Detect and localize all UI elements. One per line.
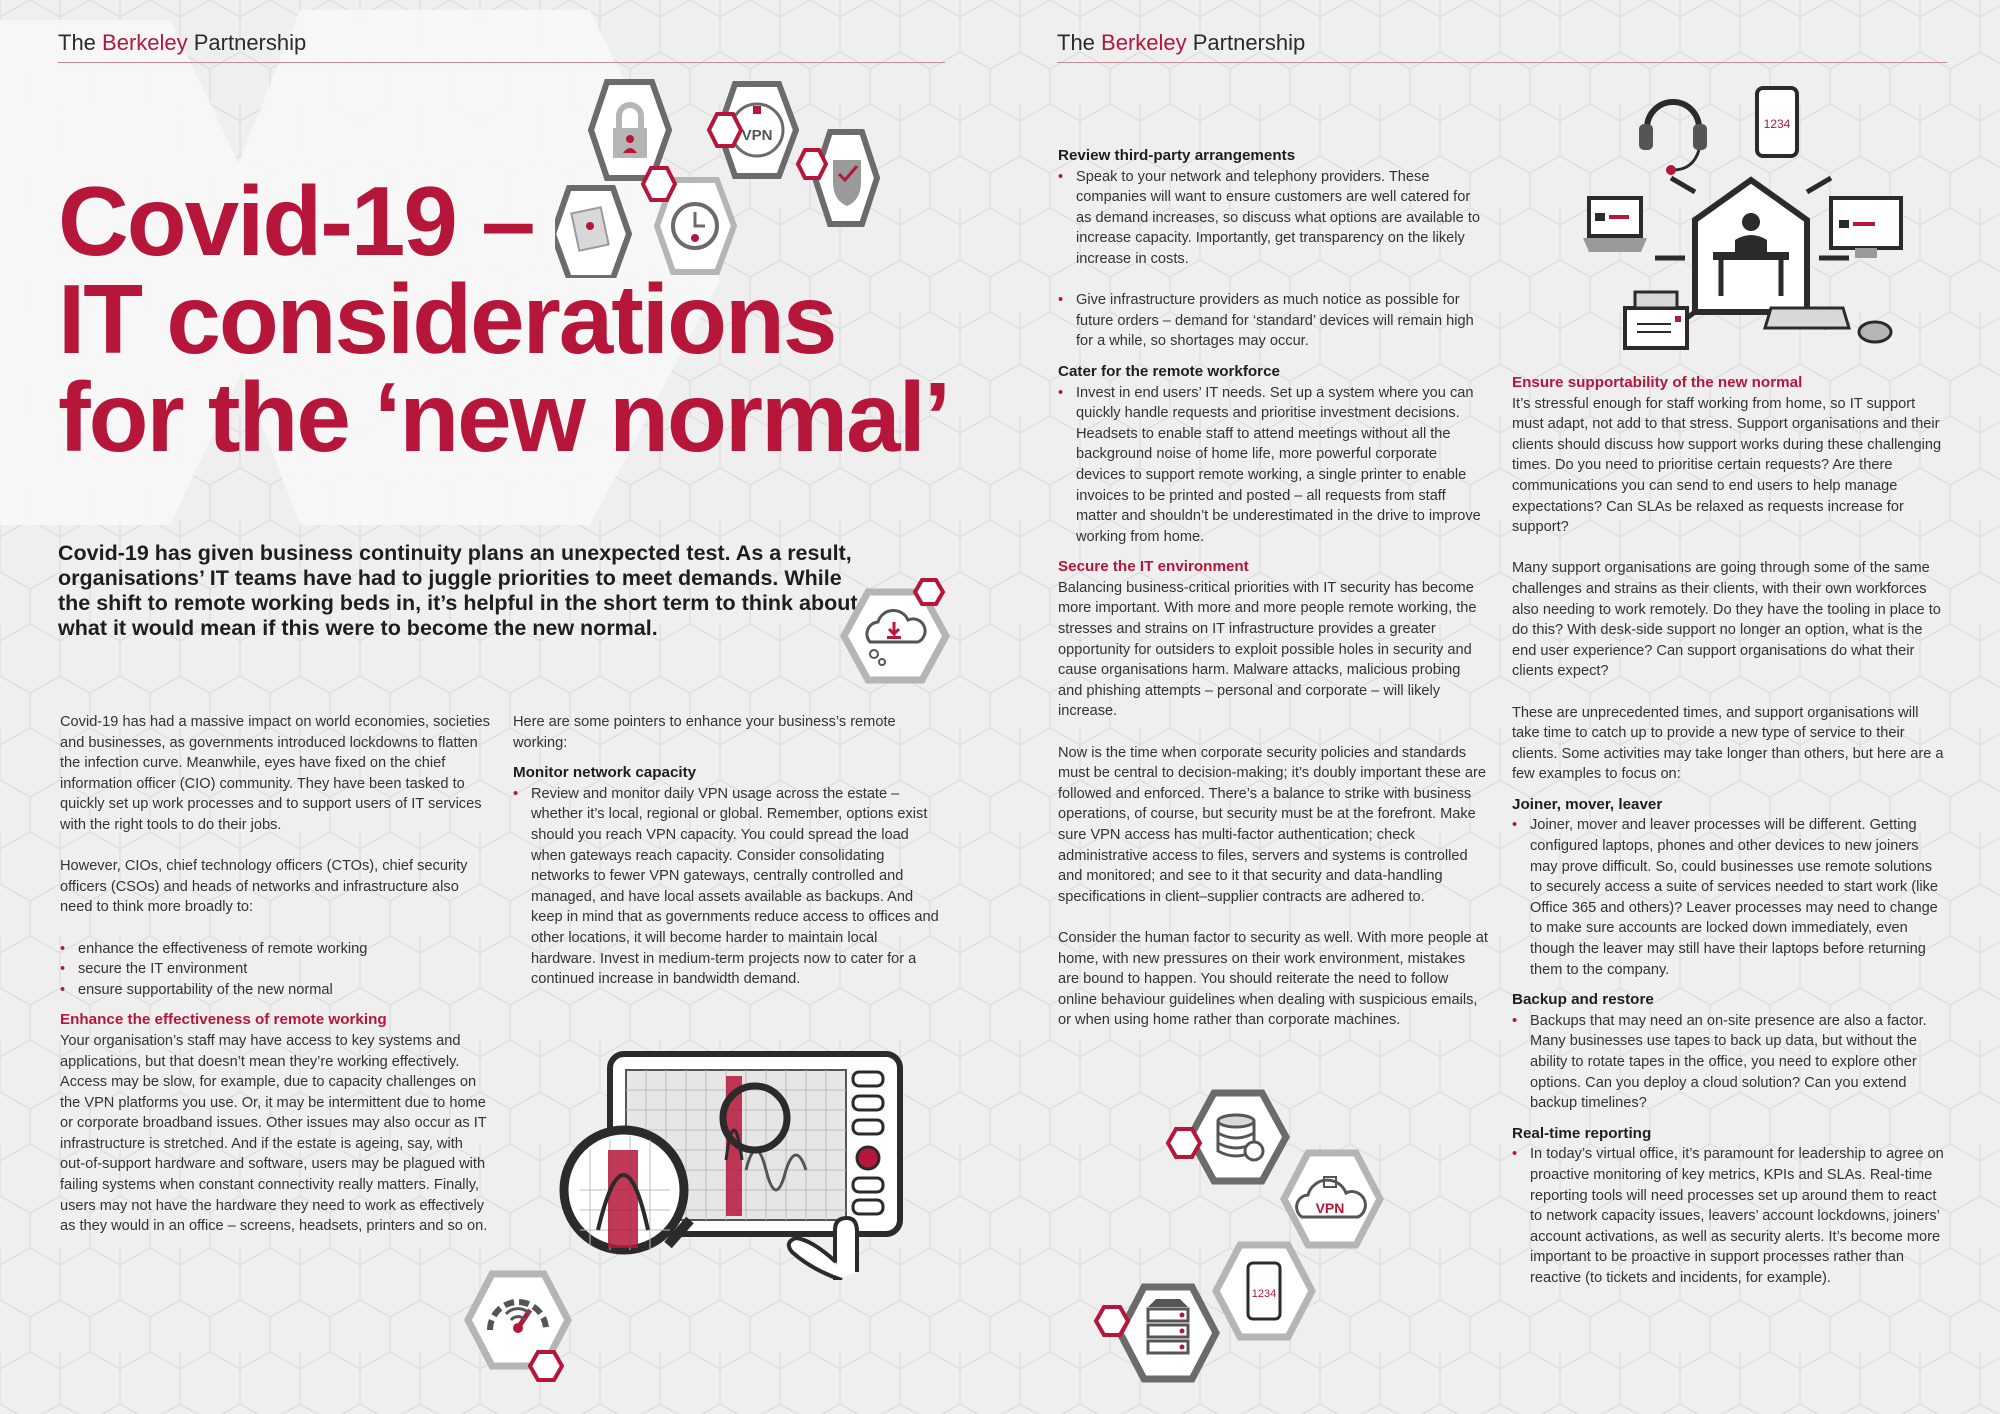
vpn-hex-label: VPN — [741, 127, 773, 144]
server-rack-hex-icon — [1096, 1287, 1216, 1379]
list-item: • In today’s virtual office, it’s paramount for leadership to agree on proactive monitoring of key metrics, KPIs and SLAs. Real-time reporting tools will need processes set up around them to react to network capacity issues, leavers’ account lockdowns, joiners’ account activations, as well as security alerts. It’s become more important to be proactive in support processes rather than reactive (to tickets and incidents, for example). — [1512, 1144, 1944, 1288]
section-heading: Secure the IT environment — [1058, 558, 1249, 576]
padlock-hex-icon — [591, 82, 669, 178]
brand-suffix: Partnership — [187, 30, 307, 55]
right-column-2 — [1512, 373, 1944, 1289]
printer-icon — [1625, 292, 1687, 348]
section-heading: Monitor network capacity — [513, 764, 697, 782]
body-paragraph: Balancing business-critical priorities with IT security has become more important. With more and more people remote working, the stresses and strains on IT infrastructure provides a greater opportunity for outsiders to exploit possible holes in security and cause organisations harm. Malware attacks, malicious probing and phishing attempts – personal and corporate – will likely increase. — [1058, 579, 1477, 720]
body-paragraph: It’s stressful enough for staff working from home, so IT support must adapt, not add to that stress. Support organisations and their clients should discuss how support works during these challenging times. Do you need to prioritise certain requests? Are there communications you can send to end users to help manage expectations? Can SLAs be relaxed as requests increase for support? — [1512, 395, 1942, 536]
list-item: • ensure supportability of the new normal — [60, 980, 492, 1001]
section-heading: Real-time reporting — [1512, 1124, 1652, 1142]
brand-header — [1057, 30, 1305, 56]
body-paragraph: Consider the human factor to security as well. With more people at home, with new pressures on their work environment, mistakes are bound to happen. You should reiterate the need to follow online behaviour guidelines when dealing with suspicious emails, or when using home rather than corporate machines. — [1058, 929, 1488, 1029]
section-heading: Review third-party arrangements — [1058, 147, 1296, 164]
vpn-cloud-label: VPN — [1315, 1200, 1345, 1216]
page-title — [58, 166, 958, 472]
right-page — [1000, 0, 2000, 1414]
body-paragraph: Covid-19 has had a massive impact on world economies, societies and businesses, as governments introduced lockdowns to flatten the infection curve. Meanwhile, eyes have fixed on the chief information officer (CIO) community. They have been tasked to quickly set up work processes and to support users of IT services with the right tools to do their jobs. — [60, 714, 490, 833]
list-item: • Review and monitor daily VPN usage across the estate – whether it’s local, regional or global. Remember, options exist should you reach VPN capacity. You could spread the load when gateways reach capacity. Consider consolidating networks to fewer VPN gateways, centrally controlled and managed, and have local assets available as backups. And keep in mind that as governments reduce access to offices and other locations, it will become harder to maintain local hardware. Invest in medium-term projects now to cater for a continued increase in bandwidth demand. — [513, 784, 945, 990]
header-rule — [1057, 62, 1947, 63]
list-item: • secure the IT environment — [60, 959, 492, 980]
monitor-icon — [1831, 198, 1901, 258]
headset-icon — [1639, 102, 1707, 175]
infrastructure-hex-icons — [1090, 1085, 1420, 1405]
speed-gauge-hex-icon — [462, 1268, 582, 1388]
left-column-2 — [513, 712, 945, 990]
laptop-icon — [1583, 198, 1647, 252]
list-item: • Backups that may need an on-site presence are also a factor. Many businesses use tapes to back up data, but without the ability to rotate tapes in the office, you need to explore other options. Can you deploy a cloud solution? Can you extend backup timelines? — [1512, 1011, 1944, 1114]
title-line: for the ‘new normal’ — [58, 362, 950, 472]
brand-suffix: Partnership — [1186, 30, 1306, 55]
priority-list — [60, 939, 492, 1001]
body-paragraph: Here are some pointers to enhance your business’s remote working: — [513, 714, 896, 751]
list-item: • Invest in end users’ IT needs. Set up a system where you can quickly handle requests and prioritise investment decisions. Headsets to enable staff to attend meetings without all the background noise of home life, more powerful corporate devices to support remote working, a single printer to enable invoices to be printed and posted – all requests from staff matter and shouldn’t be underestimated in the drive to improve working from home. — [1058, 383, 1488, 548]
cloud-hex-icon — [838, 578, 958, 688]
home-desk-icon — [1695, 180, 1807, 312]
list-item: • enhance the effectiveness of remote working — [60, 939, 492, 960]
list-item: • Give infrastructure providers as much notice as possible for future orders – demand for ‘standard’ devices will remain high for a while, so shortages may occur. — [1058, 290, 1488, 352]
tablet-network-monitor-illustration — [550, 1050, 920, 1280]
keyboard-mouse-icon — [1765, 308, 1891, 342]
section-heading: Joiner, mover, leaver — [1512, 795, 1663, 813]
section-heading: Ensure supportability of the new normal — [1512, 374, 1803, 391]
title-line: IT considerations — [58, 264, 836, 374]
body-paragraph: Many support organisations are going through some of the same challenges and strains as their clients, with their own workforces also needing to work remotely. Do they have the tooling in place to do this? With desk-side support no longer an option, what is the end user experience? Can support organisations do what their clients expect? — [1512, 560, 1941, 680]
pin-hex-label: 1234 — [1251, 1288, 1277, 1300]
list-item: • Joiner, mover and leaver processes will be different. Getting configured laptops, phones and other devices to new joiners may prove difficult. So, could businesses use remote solutions to securely access a suite of services needed to start work (like Office 365 and others)? Leaver processes may need to change to make sure accounts are locked down immediately, even though the leaver may still have their laptops before returning them to the company. — [1512, 815, 1944, 980]
brand-header — [58, 30, 306, 56]
body-paragraph: Now is the time when corporate security policies and standards must be central to decision-making; it’s doubly important these are followed and enforced. There’s a balance to strike with business operations, of course, but security must be at the forefront. Make sure VPN access has multi-factor authentication; check administrative access to files, servers and systems is controlled and monitored; and see to it that security and data-handling specifications in client–supplier contracts are adhered to. — [1058, 744, 1487, 905]
intro-paragraph: Covid-19 has given business continuity plans an unexpected test. As a result, organisations’ IT teams have had to juggle priorities to meet demands. While the shift to remote working beds in, it’s helpful in the short term to think about what it would mean if this were to become the new normal. — [58, 541, 858, 640]
section-heading: Enhance the effectiveness of remote working — [60, 1011, 387, 1029]
section-heading: Backup and restore — [1512, 991, 1654, 1009]
pin-label: 1234 — [1763, 117, 1791, 131]
body-paragraph: However, CIOs, chief technology officers (CTOs), chief security officers (CSOs) and heads of networks and infrastructure also need to think more broadly to: — [60, 858, 468, 916]
small-red-hexagon — [709, 114, 741, 146]
right-column-1 — [1058, 146, 1488, 1031]
left-column-1 — [60, 712, 492, 1237]
brand-prefix: The — [1057, 30, 1102, 55]
section-heading: Cater for the remote workforce — [1058, 362, 1280, 380]
brand-accent: Berkeley — [1101, 30, 1187, 55]
body-paragraph: These are unprecedented times, and support organisations will take time to catch up to provide a new type of service to their clients. Some activities may take longer than others, but here are a few examples to focus on: — [1512, 704, 1944, 783]
header-rule — [58, 62, 945, 63]
list-item: • Speak to your network and telephony providers. These companies will want to ensure customers are well catered for as demand increases, so discuss what options are available to increase capacity. Importantly, get transparency on the likely increase in costs. — [1058, 167, 1488, 270]
mobile-pin-icon — [1757, 88, 1797, 156]
brand-prefix: The — [58, 30, 103, 55]
body-paragraph: Your organisation’s staff may have access to key systems and applications, but that doesn’t mean they’re working effectively. Access may be slow, for example, due to capacity challenges on the VPN platforms you use. Or, it may be intermittent due to home or corporate broadband issues. Other issues may also occur as IT infrastructure is stretched. And if the estate is ageing, say, with out-of-support hardware and software, users may be plagued with failing systems when constant connectivity really matters. Finally, users may not have the hardware they need to work as effectively as they would in an office – screens, headsets, printers and so on. — [60, 1032, 488, 1235]
title-line: Covid-19 – — [58, 166, 534, 276]
brand-accent: Berkeley — [102, 30, 188, 55]
vpn-cloud-hex-icon — [1284, 1153, 1380, 1245]
home-office-devices-illustration — [1575, 80, 1915, 360]
database-backup-hex-icon — [1168, 1093, 1286, 1181]
mobile-pin-hex-icon — [1216, 1245, 1312, 1337]
